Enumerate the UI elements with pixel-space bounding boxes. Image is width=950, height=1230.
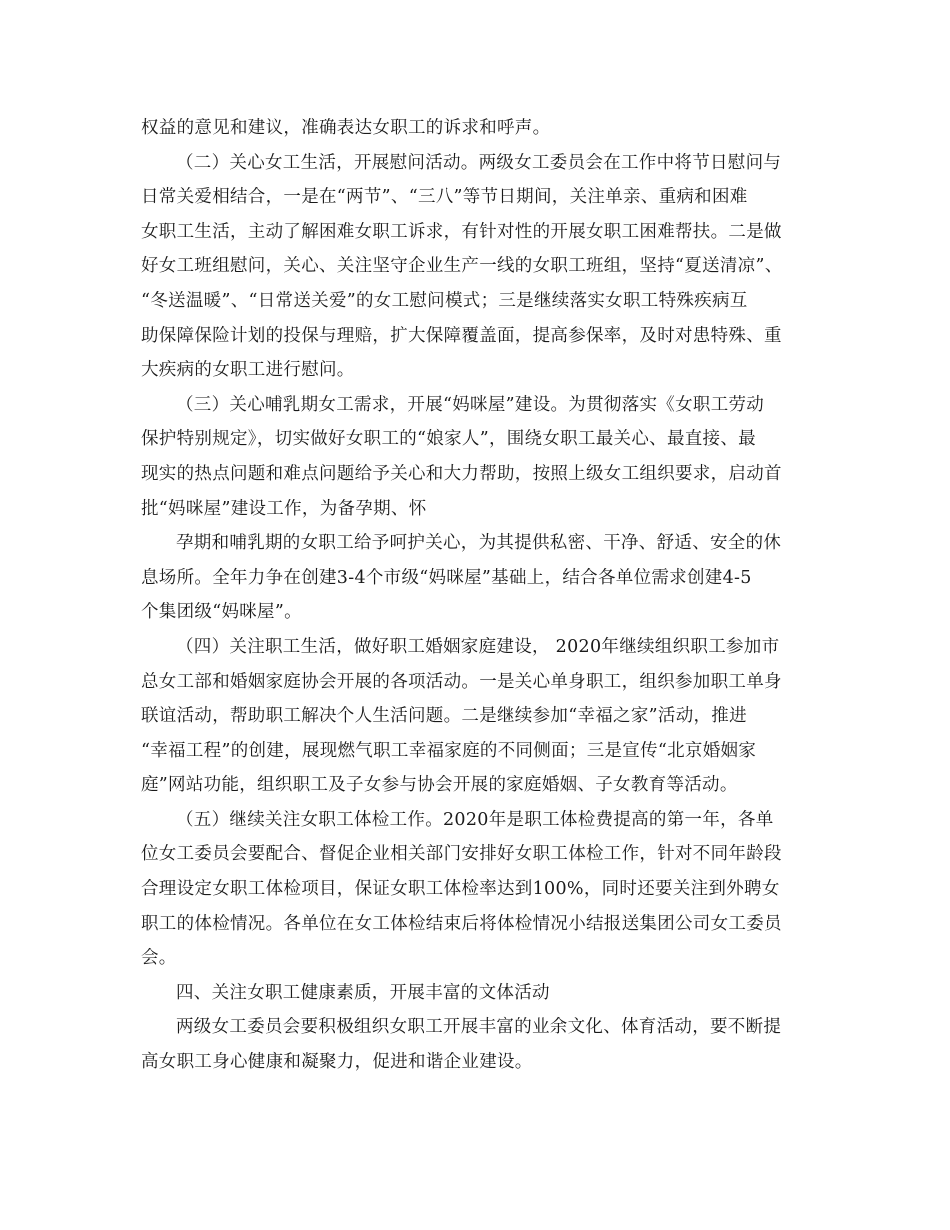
text-line: （四）关注职工生活，做好职工婚姻家庭建设， 2020年继续组织职工参加市 bbox=[176, 636, 780, 657]
text-line: “幸福工程”的创建，展现燃气职工幸福家庭的不同侧面；三是宣传“北京婚姻家 bbox=[141, 740, 757, 761]
text-line: 批“妈咪屋”建设工作，为备孕期、怀 bbox=[141, 498, 427, 519]
text-line: 会。 bbox=[141, 948, 177, 969]
text-line: 女职工生活，主动了解困难女职工诉求，有针对性的开展女职工困难帮扶。二是做 bbox=[141, 221, 782, 242]
text-line: 总女工部和婚姻家庭协会开展的各项活动。一是关心单身职工，组织参加职工单身 bbox=[141, 671, 782, 692]
paragraph bbox=[141, 976, 821, 1011]
paragraph bbox=[141, 803, 821, 976]
text-line: 四、关注女职工健康素质，开展丰富的文体活动 bbox=[176, 982, 550, 1003]
paragraph bbox=[141, 146, 821, 388]
text-line: 保护特别规定》，切实做好女职工的“娘家人”，围绕女职工最关心、最直接、最 bbox=[141, 429, 756, 450]
text-line: 职工的体检情况。各单位在女工体检结束后将体检情况小结报送集团公司女工委员 bbox=[141, 913, 782, 934]
text-line: 两级女工委员会要积极组织女职工开展丰富的业余文化、体育活动，要不断提 bbox=[176, 1017, 782, 1038]
text-line: 合理设定女职工体检项目，保证女职工体检率达到100%，同时还要关注到外聘女 bbox=[141, 879, 780, 900]
text-line: 孕期和哺乳期的女职工给予呵护关心，为其提供私密、干净、舒适、安全的休 bbox=[176, 533, 782, 554]
text-line: “冬送温暖”、“日常送关爱”的女工慰问模式；三是继续落实女职工特殊疾病互 bbox=[141, 290, 748, 311]
text-line: 庭”网站功能，组织职工及子女参与协会开展的家庭婚姻、子女教育等活动。 bbox=[141, 775, 738, 796]
text-line: 权益的意见和建议，准确表达女职工的诉求和呼声。 bbox=[141, 118, 551, 138]
text-line: （三）关心哺乳期女工需求，开展“妈咪屋”建设。为贯彻落实《女职工劳动 bbox=[176, 394, 765, 415]
text-line: （五）继续关注女职工体检工作。2020年是职工体检费提高的第一年，各单 bbox=[176, 809, 774, 830]
text-line: 日常关爱相结合，一是在“两节”、“三八”等节日期间，关注单亲、重病和困难 bbox=[141, 187, 748, 208]
text-line: 位女工委员会要配合、督促企业相关部门安排好女职工体检工作，针对不同年龄段 bbox=[141, 844, 782, 865]
paragraph bbox=[141, 388, 821, 526]
text-line: 好女工班组慰问，关心、关注坚守企业生产一线的女职工班组，坚持“夏送清凉”、 bbox=[141, 256, 783, 277]
text-line: 大疾病的女职工进行慰问。 bbox=[141, 360, 355, 381]
text-line: 个集团级“妈咪屋”。 bbox=[141, 602, 302, 623]
document-page bbox=[141, 111, 821, 1080]
paragraph bbox=[141, 630, 821, 803]
paragraph bbox=[141, 1010, 821, 1079]
paragraph bbox=[141, 111, 821, 146]
text-line: 联谊活动，帮助职工解决个人生活问题。二是继续参加“幸福之家”活动，推进 bbox=[141, 706, 747, 727]
text-line: 现实的热点问题和难点问题给予关心和大力帮助，按照上级女工组织要求，启动首 bbox=[141, 463, 782, 484]
text-line: 高女职工身心健康和凝聚力，促进和谐企业建设。 bbox=[141, 1052, 533, 1073]
text-line: 助保障保险计划的投保与理赔，扩大保障覆盖面，提高参保率，及时对患特殊、重 bbox=[141, 325, 782, 346]
paragraph bbox=[141, 526, 821, 630]
text-line: （二）关心女工生活，开展慰问活动。两级女工委员会在工作中将节日慰问与 bbox=[176, 152, 782, 173]
text-line: 息场所。全年力争在创建3-4个市级“妈咪屋”基础上，结合各单位需求创建4-5 bbox=[141, 567, 752, 588]
